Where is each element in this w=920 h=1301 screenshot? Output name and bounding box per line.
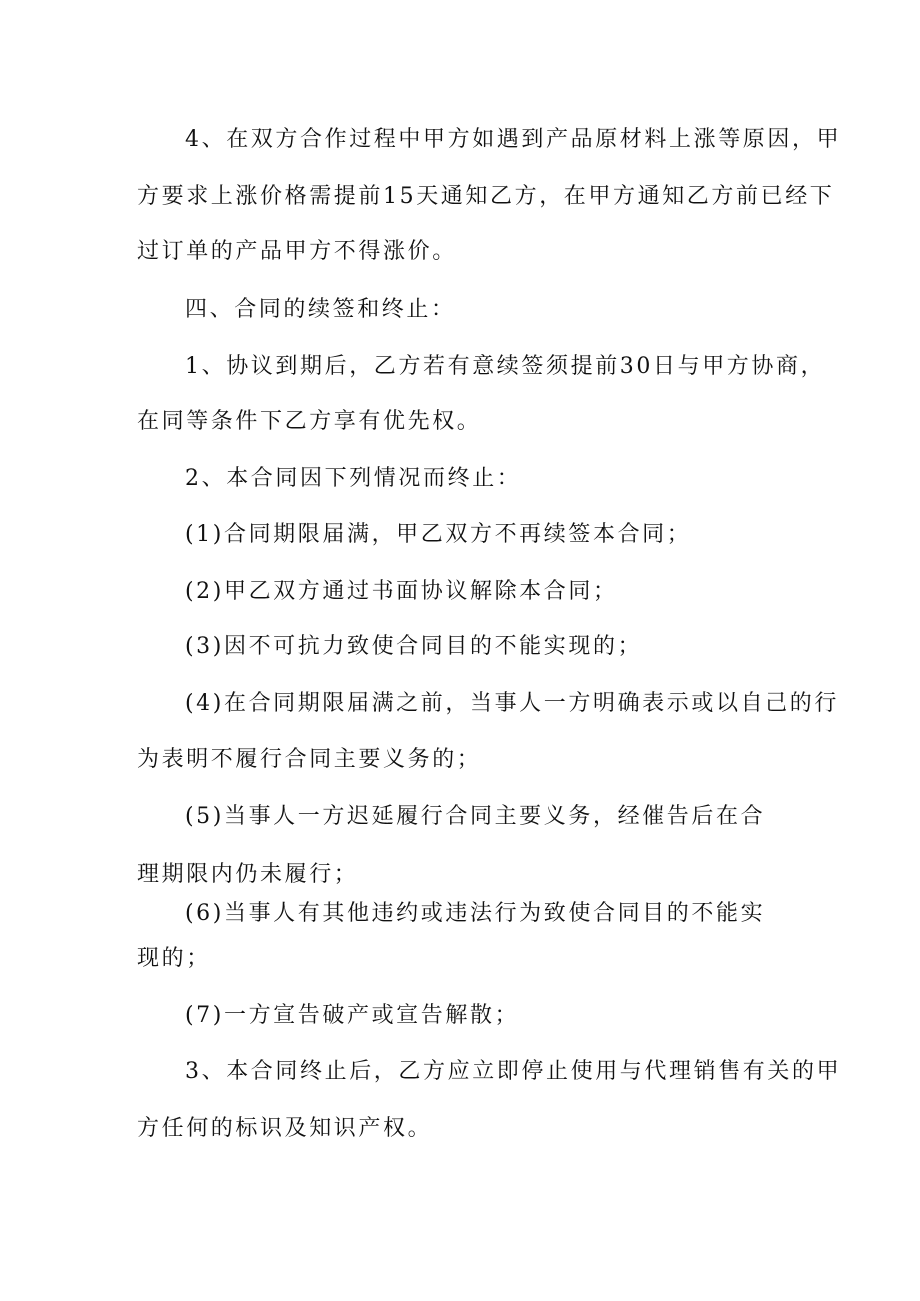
list-item-continuation: 为表明不履行合同主要义务的；	[137, 747, 482, 772]
paragraph-line: 4、在双方合作过程中甲方如遇到产品原材料上涨等原因，甲	[185, 127, 842, 152]
paragraph-line: 在同等条件下乙方享有优先权。	[137, 409, 482, 434]
list-item: (7)一方宣告破产或宣告解散；	[185, 1003, 520, 1028]
paragraph-line: 2、本合同因下列情况而终止：	[185, 466, 522, 491]
list-item: (6)当事人有其他违约或违法行为致使合同目的不能实	[185, 901, 766, 926]
paragraph-line: 过订单的产品甲方不得涨价。	[137, 239, 457, 264]
list-item: (5)当事人一方迟延履行合同主要义务，经催告后在合	[185, 804, 766, 829]
list-item: (3)因不可抗力致使合同目的不能实现的；	[185, 634, 643, 659]
paragraph-line: 方任何的标识及知识产权。	[137, 1116, 433, 1141]
section-heading: 四、合同的续签和终止：	[185, 297, 456, 322]
list-item: (2)甲乙双方通过书面协议解除本合同；	[185, 579, 618, 604]
list-item: (4)在合同期限届满之前，当事人一方明确表示或以自己的行	[185, 691, 839, 716]
paragraph-line: 方要求上涨价格需提前15天通知乙方，在甲方通知乙方前已经下	[137, 184, 835, 209]
paragraph-line: 3、本合同终止后，乙方应立即停止使用与代理销售有关的甲	[185, 1059, 842, 1084]
list-item: (1)合同期限届满，甲乙双方不再续签本合同；	[185, 522, 692, 547]
list-item-continuation: 理期限内仍未履行；	[137, 862, 359, 887]
paragraph-line: 1、协议到期后，乙方若有意续签须提前30日与甲方协商，	[185, 354, 826, 379]
list-item-continuation: 现的；	[137, 946, 211, 971]
